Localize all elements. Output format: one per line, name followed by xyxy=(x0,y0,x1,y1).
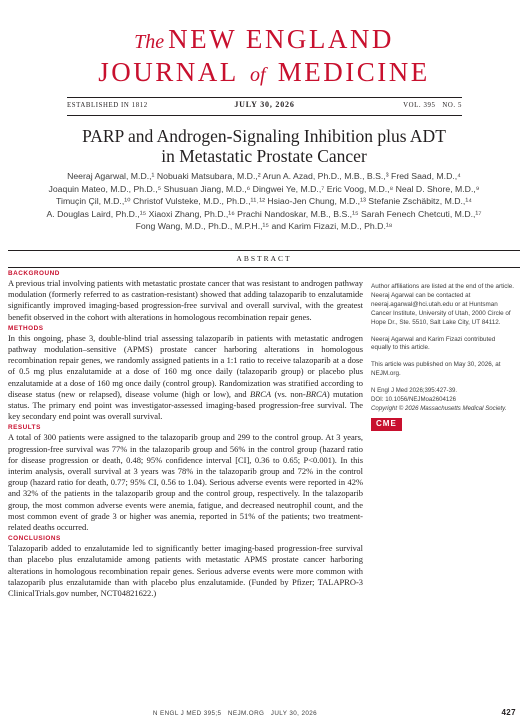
masthead-journal: JOURNAL xyxy=(98,57,238,87)
masthead-of: of xyxy=(249,64,266,86)
masthead-rule-top xyxy=(67,97,462,98)
article-title xyxy=(40,126,488,166)
background-text: A previous trial involving patients with metastatic prostate cancer that was resistant to androgen pathway modulation (formerly referred to as castration-resistant) showed that adding talazoparib to enzalutamide significantly improved imaging-based progression-free survival and overall survival, with the greatest benefit observed in the cohort with alterations in homologous recombination repair genes. xyxy=(8,278,363,322)
citation-line: N Engl J Med 2026;395:427-39. xyxy=(371,387,458,395)
author-affiliations-note: Author affiliations are listed at the end of the article. Neeraj Agarwal can be contacted at neeraj.agarwal@hci.utah.edu or at Huntsman Cancer Institute, University of Utah, 2000 Circle of Hope Dr., Ste. 5510, Salt Lake City, UT 84112. xyxy=(371,283,515,326)
methods-text xyxy=(8,333,363,423)
masthead-new-england: NEW ENGLAND xyxy=(168,24,394,54)
results-text: A total of 300 patients were assigned to the talazoparib group and 299 to the control group. At 3 years, progression-free survival was 77% in the talazoparib group and 56% in the control group (hazard ratio for disease progression or death, 0.48; 95% confidence interval [CI], 0.36 to 0.65; P<0.001). In this interim analysis, overall survival at 3 years was 78% in the talazoparib group and 72% in the control group (hazard ratio for death, 0.77; 95% CI, 0.56 to 1.04). Serious adverse events were reported in 42% and 32% of the patients in the talazoparib group and the control group, respectively. In the talazoparib group, the most common adverse events were anemia, fatigue, and decreased neutrophil count, and the most common event of grade 3 or higher was anemia, reported in 51% of the patients; two treatment-related deaths occurred. xyxy=(8,432,363,533)
issue-meta-row xyxy=(67,100,462,114)
copyright-line: Copyright © 2026 Massachusetts Medical Society. xyxy=(371,404,507,412)
methods-text-part: In this ongoing, phase 3, double-blind trial assessing talazoparib in patients with metastatic androgen pathway modulation–sensitive (APMS) prostate cancer harboring alterations in homologous recombination repair genes, we randomly assigned patients in a 1:1 ratio to receive talazoparib at a dose of 0.5 mg plus enzalutamide at a dose of 160 mg once daily (talazoparib group) or placebo plus enzalutamide at a dose of 160 mg once daily (control group). Randomization was stratified according to disease status (new or relapsed), disease volume (high or low), and xyxy=(8,332,363,399)
established-label: ESTABLISHED IN 1812 xyxy=(67,102,148,109)
conclusions-text: Talazoparib added to enzalutamide led to significantly better imaging-based progression-free survival than placebo plus enzalutamide among patients with metastatic APMS prostate cancer harboring alterations in homologous recombination repair genes. Serious adverse events were more common with talazoparib plus enzalutamide than with placebo plus enzalutamide. (Funded by Pfizer; TALAPRO-3 ClinicalTrials.gov number, NCT04821622.) xyxy=(8,543,363,599)
methods-brca-italic: BRCA xyxy=(249,388,272,399)
abstract-heading: ABSTRACT xyxy=(8,250,520,268)
title-line-2: in Metastatic Prostate Cancer xyxy=(161,146,367,166)
abstract-body xyxy=(8,268,363,600)
journal-masthead xyxy=(0,24,528,90)
page-number: 427 xyxy=(501,708,516,717)
author-line: A. Douglas Laird, Ph.D.,¹⁵ Xiaoxi Zhang, Ph.D.,¹⁶ Prachi Nandoskar, M.B., B.S.,¹⁵ Sarah Fenech Chetcuti, M.D.,¹⁷ xyxy=(46,208,482,219)
citation-block xyxy=(371,387,515,414)
results-heading: RESULTS xyxy=(8,424,41,432)
masthead-the: The xyxy=(134,31,165,53)
conclusions-heading: CONCLUSIONS xyxy=(8,535,61,543)
background-heading: BACKGROUND xyxy=(8,270,60,277)
author-list xyxy=(28,170,500,233)
doi-link[interactable]: DOI: 10.1056/NEJMoa2604126 xyxy=(371,396,457,404)
methods-text-part: ) mutation status. The primary end point was investigator-assessed imaging-based progression-free survival. The key secondary end point was overall survival. xyxy=(8,388,363,422)
equal-contribution-note: Neeraj Agarwal and Karim Fizazi contributed equally to this article. xyxy=(371,335,496,352)
methods-heading: METHODS xyxy=(8,324,44,332)
publication-note: This article was published on May 30, 2026, at NEJM.org. xyxy=(371,361,501,378)
volume-number: VOL. 395 NO. 5 xyxy=(403,102,462,109)
author-line: Fong Wang, M.D., Ph.D., M.P.H.,¹⁵ and Karim Fizazi, M.D., Ph.D.¹⁸ xyxy=(135,221,393,232)
methods-text-part: (vs. non- xyxy=(271,388,306,399)
article-sidebar xyxy=(371,283,515,431)
methods-brca-italic: BRCA xyxy=(305,388,327,399)
issue-date: JULY 30, 2026 xyxy=(234,100,295,109)
author-line: Neeraj Agarwal, M.D.,¹ Nobuaki Matsubara, M.D.,² Arun A. Azad, Ph.D., M.B., B.S.,³ Fred Saad, M.D.,⁴ xyxy=(67,171,461,181)
author-line: Timuçin Çil, M.D.,¹⁰ Christof Vulsteke, M.D., Ph.D.,¹¹˒¹² Hsiao-Jen Chung, M.D.,¹³ Stefanie Zschäbitz, M.D.,¹⁴ xyxy=(56,196,472,207)
footer-runner: N ENGL J MED 395;5 NEJM.ORG JULY 30, 2026 xyxy=(152,710,318,717)
cme-badge[interactable]: CME xyxy=(371,418,402,431)
masthead-rule-bottom xyxy=(67,115,462,116)
author-line: Joaquin Mateo, M.D., Ph.D.,⁵ Shusuan Jiang, M.D.,⁶ Dingwei Ye, M.D.,⁷ Eric Voog, M.D.,⁸ Neal D. Shore, M.D.,⁹ xyxy=(48,183,480,194)
title-line-1: PARP and Androgen-Signaling Inhibition plus ADT xyxy=(82,126,446,146)
masthead-medicine: MEDICINE xyxy=(277,57,430,87)
